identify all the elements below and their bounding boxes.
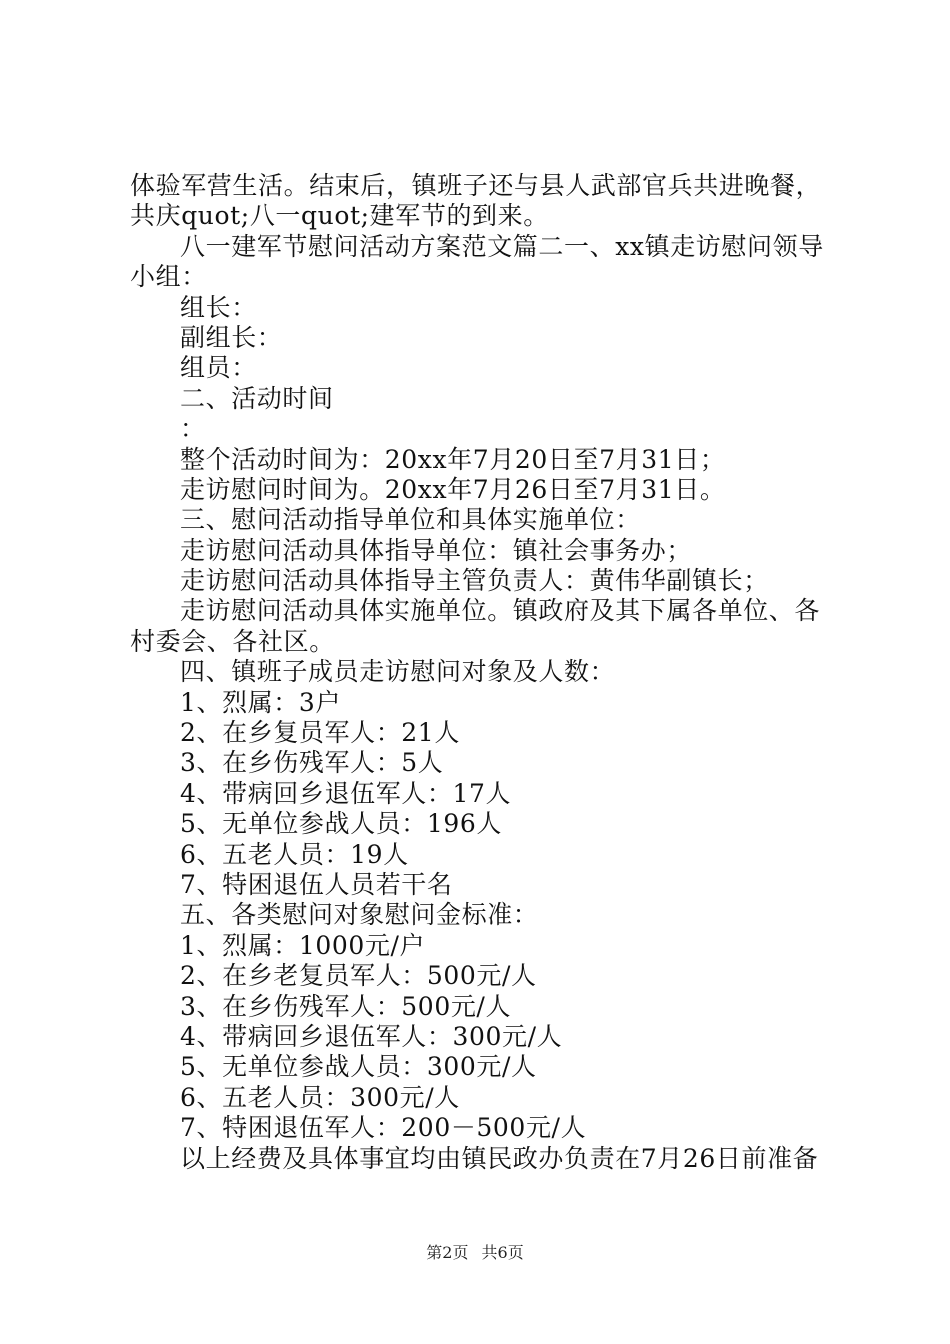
text-line: ： [180,414,206,444]
text-line: 走访慰问活动具体指导单位：镇社会事务办； [180,535,693,565]
text-line: 3、在乡伤残军人：5人 [180,748,444,778]
text-line: 四、镇班子成员走访慰问对象及人数： [180,657,616,687]
text-line: 副组长： [180,322,283,352]
text-line: 2、在乡老复员军人：500元/人 [180,961,537,991]
page-number-total: 共6页 [481,1243,524,1262]
text-line: 整个活动时间为：20xx年7月20日至7月31日； [180,444,726,474]
text-line: 村委会、各社区。 [130,626,335,656]
text-line: 组员： [180,353,257,383]
text-line: 二、活动时间 [180,383,334,413]
text-line: 八一建军节慰问活动方案范文篇二一、xx镇走访慰问领导 [180,231,824,261]
text-line: 以上经费及具体事宜均由镇民政办负责在7月26日前准备 [180,1143,819,1173]
text-line: 共庆quot;八一quot;建军节的到来。 [130,201,549,231]
text-line: 1、烈属：1000元/户 [180,930,426,960]
text-line: 3、在乡伤残军人：500元/人 [180,991,512,1021]
text-line: 7、特困退伍军人：200－500元/人 [180,1113,587,1143]
text-line: 2、在乡复员军人：21人 [180,718,460,748]
text-line: 五、各类慰问对象慰问金标准： [180,900,539,930]
text-line: 4、带病回乡退伍军人：17人 [180,778,512,808]
text-line: 5、无单位参战人员：300元/人 [180,1052,537,1082]
document-body [130,171,835,1174]
page-footer [0,1242,950,1264]
text-line: 7、特困退伍人员若干名 [180,869,453,899]
text-line: 4、带病回乡退伍军人：300元/人 [180,1021,563,1051]
text-line: 走访慰问活动具体实施单位。镇政府及其下属各单位、各 [180,596,821,626]
text-line: 1、烈属：3户 [180,687,342,717]
text-line: 6、五老人员：300元/人 [180,1082,460,1112]
page-number-current: 第2页 [426,1243,469,1262]
text-line: 走访慰问时间为。20xx年7月26日至7月31日。 [180,474,726,504]
text-line: 体验军营生活。结束后，镇班子还与县人武部官兵共进晚餐， [130,171,822,200]
text-line: 组长： [180,292,257,322]
text-line: 三、慰问活动指导单位和具体实施单位： [180,505,641,535]
text-line: 小组： [130,262,207,292]
text-line: 6、五老人员：19人 [180,839,409,869]
text-line: 走访慰问活动具体指导主管负责人：黄伟华副镇长； [180,566,769,596]
text-line: 5、无单位参战人员：196人 [180,809,503,839]
